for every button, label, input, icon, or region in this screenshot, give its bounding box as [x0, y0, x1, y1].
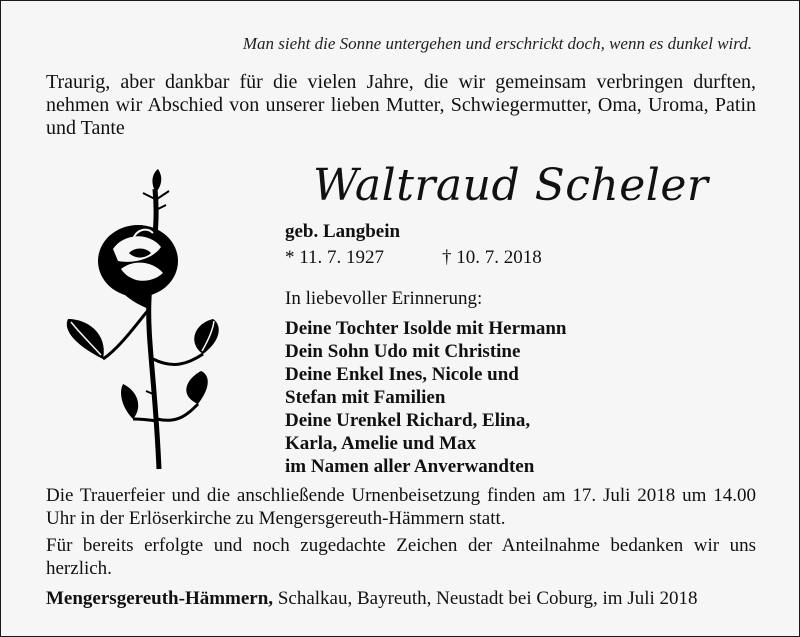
home-town: Mengersgereuth-Hämmern, — [46, 588, 274, 609]
survivor-line: Dein Sohn Udo mit Christine — [285, 341, 521, 362]
funeral-service-text: Die Trauerfeier und die anschließende Urnenbeisetzung finden am 17. Juli 2018 um 14.00 Uhr in der Erlöserkirche zu Mengersgereuth-Hämmern statt. — [46, 485, 756, 529]
memory-heading: In liebevoller Erinnerung: — [285, 288, 483, 309]
survivor-line: Deine Enkel Ines, Nicole und — [285, 364, 519, 385]
survivors-list — [285, 317, 566, 478]
death-date: † 10. 7. 2018 — [442, 247, 542, 268]
deceased-name: Waltraud Scheler — [313, 160, 709, 211]
life-dates — [285, 247, 542, 269]
rose-illustration-icon — [63, 169, 223, 471]
motto-quote: Man sieht die Sonne untergehen und erschrickt doch, wenn es dunkel wird. — [242, 34, 752, 53]
thanks-text: Für bereits erfolgte und noch zugedachte Zeichen der Anteilnahme bedanken wir uns herzlich. — [46, 535, 756, 579]
survivor-line: Deine Urenkel Richard, Elina, — [285, 410, 531, 431]
maiden-name: geb. Langbein — [285, 221, 401, 242]
places-line — [46, 588, 756, 610]
survivor-line: im Namen aller Anverwandten — [285, 456, 535, 477]
intro-text: Traurig, aber dankbar für die vielen Jahre, die wir gemeinsam verbringen durften, nehmen wir Abschied von unserer lieben Mutter, Schwiegermutter, Oma, Uroma, Patin und Tante — [46, 71, 756, 139]
survivor-line: Karla, Amelie und Max — [285, 433, 477, 454]
survivor-line: Deine Tochter Isolde mit Hermann — [285, 318, 567, 339]
survivor-line: Stefan mit Familien — [285, 387, 446, 408]
birth-date: * 11. 7. 1927 — [285, 247, 385, 268]
other-places: Schalkau, Bayreuth, Neustadt bei Coburg, im Juli 2018 — [273, 588, 698, 609]
